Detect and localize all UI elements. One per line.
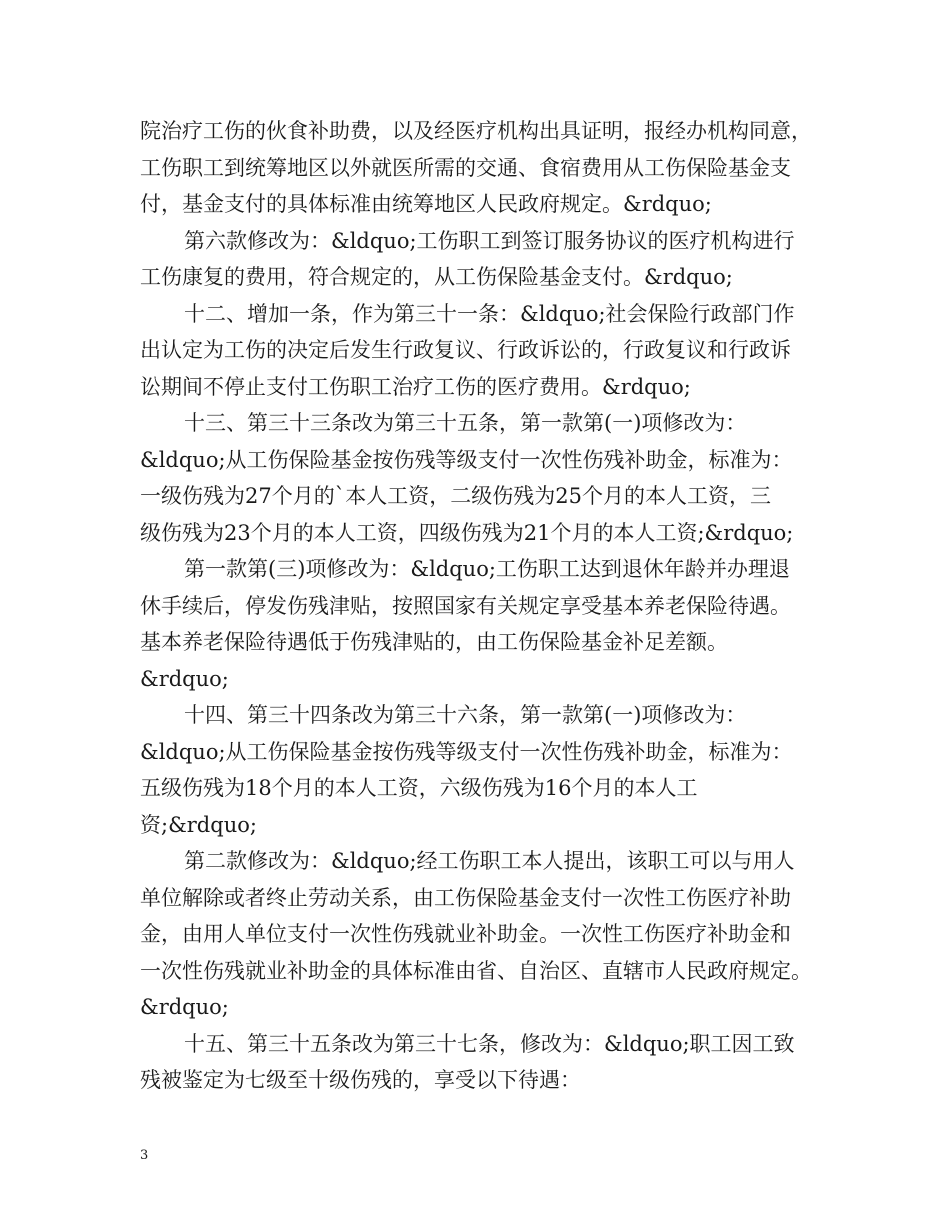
text-line: 付，基金支付的具体标准由统筹地区人民政府规定。&rdquo; (140, 192, 712, 216)
text-line: &ldquo;从工伤保险基金按伤残等级支付一次性伤残补助金，标准为： (140, 448, 793, 472)
text-line: 一次性伤残就业补助金的具体标准由省、自治区、直辖市人民政府规定。 (140, 959, 812, 983)
text-line: 十五、第三十五条改为第三十七条，修改为：&ldquo;职工因工致 (184, 1032, 795, 1056)
text-line: 单位解除或者终止劳动关系，由工伤保险基金支付一次性工伤医疗补助 (140, 886, 791, 910)
page-number: 3 (140, 1148, 149, 1163)
text-line: &rdquo; (140, 667, 229, 691)
text-line: 基本养老保险待遇低于伤残津贴的，由工伤保险基金补足差额。 (140, 630, 728, 654)
text-line: 第六款修改为：&ldquo;工伤职工到签订服务协议的医疗机构进行 (184, 229, 795, 253)
text-line: 第一款第(三)项修改为：&ldquo;工伤职工达到退休年龄并办理退 (184, 557, 790, 581)
text-line: 五级伤残为18个月的本人工资，六级伤残为16个月的本人工 (140, 776, 698, 800)
text-line: 讼期间不停止支付工伤职工治疗工伤的医疗费用。&rdquo; (140, 375, 691, 399)
text-line: 一级伤残为27个月的`本人工资，二级伤残为25个月的本人工资，三 (140, 484, 771, 508)
text-line: 残被鉴定为七级至十级伤残的，享受以下待遇： (140, 1068, 581, 1092)
text-line: 第二款修改为：&ldquo;经工伤职工本人提出，该职工可以与用人 (184, 849, 795, 873)
text-line: 工伤职工到统筹地区以外就医所需的交通、食宿费用从工伤保险基金支 (140, 156, 791, 180)
text-line: 级伤残为23个月的本人工资，四级伤残为21个月的本人工资;&rdquo; (140, 521, 794, 545)
text-line: 十三、第三十三条改为第三十五条，第一款第(一)项修改为： (184, 411, 747, 435)
text-line: 院治疗工伤的伙食补助费，以及经医疗机构出具证明，报经办机构同意， (140, 119, 812, 143)
text-line: &ldquo;从工伤保险基金按伤残等级支付一次性伤残补助金，标准为： (140, 740, 793, 764)
text-line: 金，由用人单位支付一次性伤残就业补助金。一次性工伤医疗补助金和 (140, 922, 791, 946)
text-line: 工伤康复的费用，符合规定的，从工伤保险基金支付。&rdquo; (140, 265, 733, 289)
text-line: 休手续后，停发伤残津贴，按照国家有关规定享受基本养老保险待遇。 (140, 594, 791, 618)
text-line: &rdquo; (140, 995, 229, 1019)
text-line: 资;&rdquo; (140, 813, 257, 837)
text-line: 十二、增加一条，作为第三十一条：&ldquo;社会保险行政部门作 (184, 302, 795, 326)
text-line: 出认定为工伤的决定后发生行政复议、行政诉讼的，行政复议和行政诉 (140, 338, 791, 362)
text-line: 十四、第三十四条改为第三十六条，第一款第(一)项修改为： (184, 703, 747, 727)
